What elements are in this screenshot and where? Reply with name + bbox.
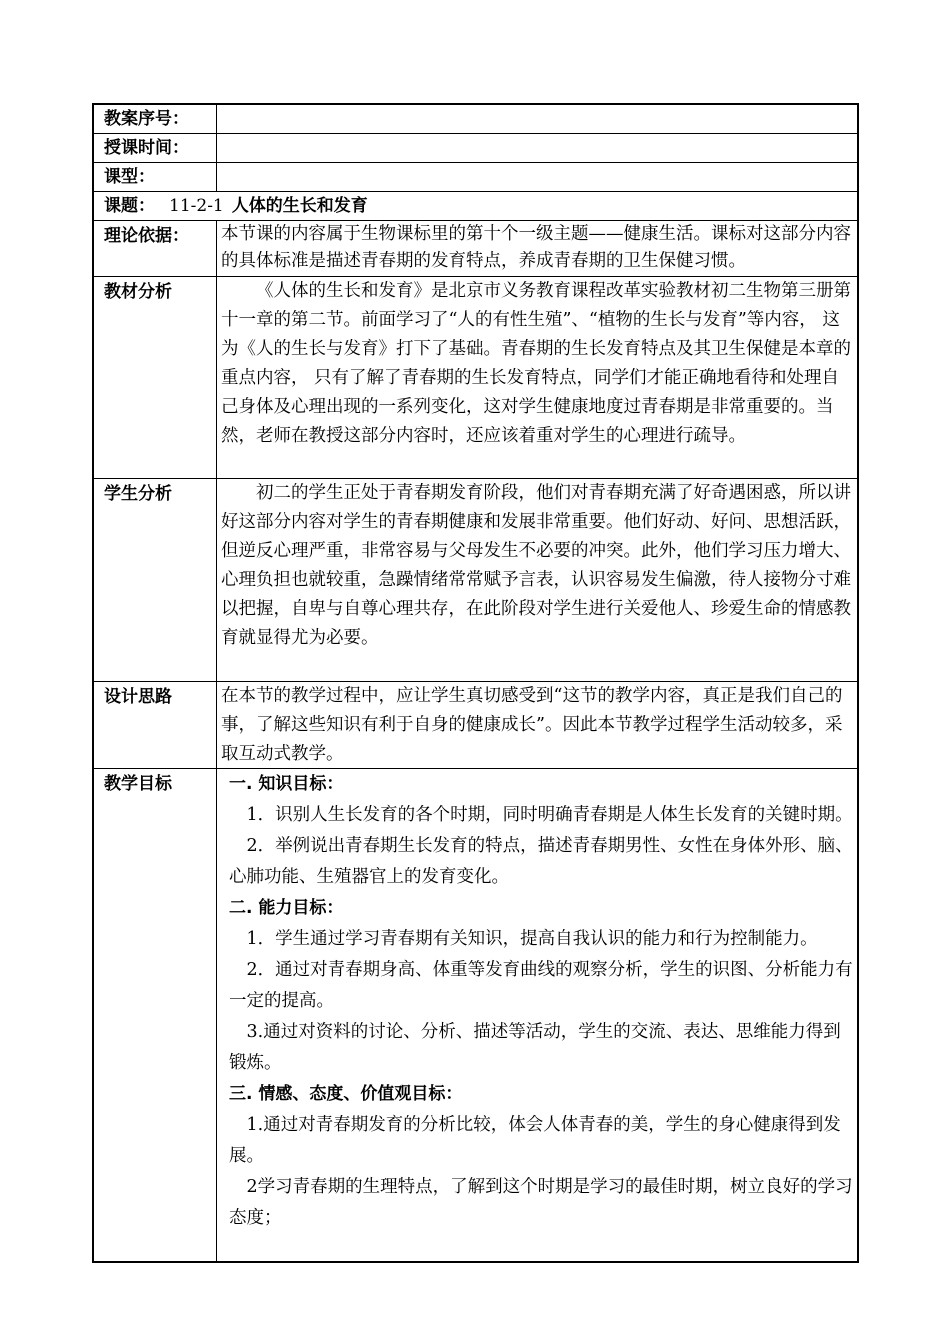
goal-section-heading: 三. 情感、态度、价值观目标：	[229, 1084, 463, 1104]
topic-label: 课题：	[104, 196, 155, 216]
lesson-number-label: 教案序号：	[94, 105, 217, 133]
student-analysis-text: 初二的学生正处于青春期发育阶段，他们对青春期充满了好奇遇困惑，所以讲好这部分内容对学生的青春期健康和发展非常重要。他们好动、好问、思想活跃，但逆反心理严重，非常容易与父母发生不必要的冲突。此外，他们学习压力增大、心理负担也就较重，急躁情绪常常赋予言表，认识容易发生偏激，待人接物分寸难以把握，自卑与自尊心理共存，在此阶段对学生进行关爱他人、珍爱生命的情感教育就显得尤为必要。	[221, 483, 851, 648]
goal-item: 1．识别人生长发育的各个时期，同时明确青春期是人体生长发育的关键时期。	[246, 805, 853, 825]
design-idea-text: 在本节的教学过程中，应让学生真切感受到“这节的教学内容，真正是我们自己的事，了解这些知识有利于自身的健康成长”。因此本节教学过程学生活动较多，采取互动式教学。	[221, 686, 843, 764]
teaching-goals-label: 教学目标	[94, 769, 217, 1261]
row-topic	[94, 192, 857, 221]
row-theory	[94, 221, 857, 277]
goal-item: 1．学生通过学习青春期有关知识，提高自我认识的能力和行为控制能力。	[246, 929, 818, 949]
lesson-type-value	[217, 163, 857, 191]
material-analysis-text: 《人体的生长和发育》是北京市义务教育课程改革实验教材初二生物第三册第十一章的第二节。前面学习了“人的有性生殖”、“植物的生长与发育”等内容， 这为《人的生长与发育》打下了基础。青春期的生长发育特点及其卫生保健是本章的重点内容， 只有了解了青春期的生长发育特点，同学们才能正确地看待和处理自己身体及心理出现的一系列变化，这对学生健康地度过青春期是非常重要的。当然，老师在教授这部分内容时，还应该着重对学生的心理进行疏导。	[221, 281, 851, 446]
student-analysis-label: 学生分析	[94, 479, 217, 681]
goal-section-heading: 二. 能力目标：	[229, 898, 344, 918]
teaching-goals-content	[217, 769, 857, 1261]
design-idea-label: 设计思路	[94, 682, 217, 768]
topic-code: 11-2-1	[169, 196, 224, 216]
theory-text: 本节课的内容属于生物课标里的第十个一级主题——健康生活。课标对这部分内容的具体标准是描述青春期的发育特点，养成青春期的卫生保健习惯。	[221, 224, 851, 271]
material-analysis-label: 教材分析	[94, 277, 217, 478]
row-lesson-type	[94, 163, 857, 192]
lesson-time-label: 授课时间：	[94, 134, 217, 162]
goal-item: 1.通过对青春期发育的分析比较，体会人体青春的美，学生的身心健康得到发展。	[229, 1115, 841, 1166]
row-student-analysis	[94, 479, 857, 682]
lesson-type-label: 课型：	[94, 163, 217, 191]
goal-item: 3.通过对资料的讨论、分析、描述等活动，学生的交流、表达、思维能力得到锻炼。	[229, 1022, 841, 1073]
topic-cell	[94, 192, 857, 220]
lesson-number-value	[217, 105, 857, 133]
row-lesson-number	[94, 105, 857, 134]
topic-title: 人体的生长和发育	[231, 196, 368, 216]
goal-item: 2．举例说出青春期生长发育的特点，描述青春期男性、女性在身体外形、脑、心肺功能、生殖器官上的发育变化。	[229, 836, 853, 887]
row-design-idea	[94, 682, 857, 769]
row-teaching-goals	[94, 769, 857, 1261]
goal-item: 2学习青春期的生理特点，了解到这个时期是学习的最佳时期，树立良好的学习态度；	[229, 1177, 853, 1228]
theory-label: 理论依据：	[94, 221, 217, 276]
goal-section-heading: 一. 知识目标：	[229, 774, 344, 794]
row-material-analysis	[94, 277, 857, 479]
goal-item: 2．通过对青春期身高、体重等发育曲线的观察分析，学生的识图、分析能力有一定的提高。	[229, 960, 853, 1011]
row-lesson-time	[94, 134, 857, 163]
lesson-plan-table	[92, 103, 859, 1263]
lesson-time-value	[217, 134, 857, 162]
